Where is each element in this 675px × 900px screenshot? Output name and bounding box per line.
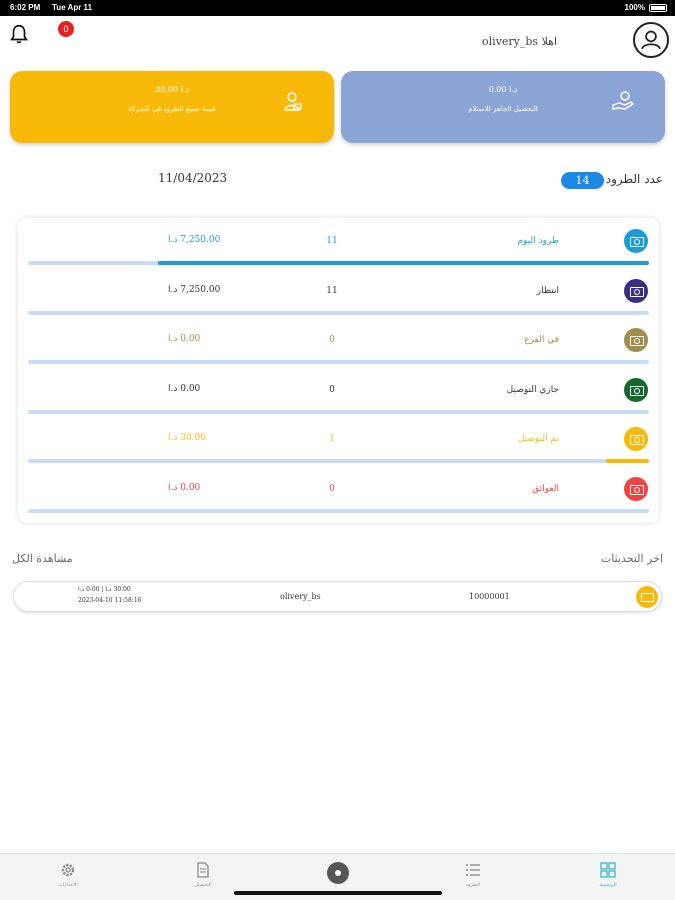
status-list-panel — [18, 218, 659, 523]
status-name: العوائق — [532, 484, 559, 494]
status-count: 0 — [329, 385, 335, 395]
status-count: 0 — [329, 335, 335, 345]
money-hand-icon — [611, 89, 635, 113]
parcel-status-icon — [624, 279, 648, 303]
battery-percent: 100% — [624, 3, 645, 12]
status-name: طرود اليوم — [517, 236, 559, 246]
nav-parcels[interactable] — [438, 858, 508, 896]
status-row[interactable] — [18, 416, 659, 465]
status-date: Tue Apr 11 — [52, 3, 93, 12]
status-amount: 0.00 د.ا — [168, 384, 201, 394]
nav-label: التحصيل — [194, 882, 212, 888]
delivery-person-icon — [280, 89, 304, 113]
status-row[interactable] — [18, 317, 659, 366]
status-progress-fill — [158, 261, 649, 265]
nav-label: الرئيسية — [599, 882, 617, 888]
scan-button[interactable] — [327, 862, 349, 884]
status-row[interactable] — [18, 367, 659, 416]
card-amount: 0.00 د.ا — [488, 85, 518, 94]
parcel-count-label: عدد الطرود — [605, 172, 663, 186]
profile-avatar-icon[interactable] — [633, 22, 669, 58]
status-progress-bar — [28, 410, 649, 414]
status-progress-bar — [28, 509, 649, 513]
greeting-text: اهلا olivery_bs — [482, 35, 557, 48]
status-amount: 0.00 د.ا — [168, 483, 201, 493]
update-money: 30.00 د.ا | 0.00 د.ا — [78, 586, 131, 593]
parcel-status-icon — [624, 229, 648, 253]
status-bar — [0, 0, 675, 16]
status-row[interactable] — [18, 466, 659, 515]
status-progress-bar — [28, 360, 649, 364]
nav-settings[interactable] — [33, 858, 103, 896]
status-name: جاري التوصيل — [506, 385, 559, 395]
list-icon — [465, 862, 481, 878]
bell-icon[interactable] — [8, 22, 30, 46]
latest-update-item[interactable] — [13, 581, 662, 612]
status-row[interactable] — [18, 268, 659, 317]
status-progress-bar — [28, 261, 649, 265]
view-all-link[interactable]: مشاهدة الكل — [12, 552, 73, 565]
status-name: انتظار — [536, 286, 559, 296]
document-icon — [195, 862, 211, 878]
nav-label: الاعدادات — [58, 882, 78, 888]
parcel-icon — [636, 586, 658, 608]
update-code: 10000001 — [469, 592, 510, 601]
company-parcels-value-card[interactable] — [10, 71, 334, 143]
status-progress-bar — [28, 459, 649, 463]
grid-icon — [600, 862, 616, 878]
parcel-count-badge: 14 — [561, 172, 604, 189]
gear-icon — [60, 862, 76, 878]
card-label: قيمة جميع الطرود في الشركة — [128, 105, 216, 113]
status-count: 0 — [329, 484, 335, 494]
home-indicator — [234, 891, 442, 895]
parcel-status-icon — [624, 378, 648, 402]
status-count: 11 — [326, 286, 338, 296]
status-progress-fill — [606, 459, 649, 463]
latest-updates-title: اخر التحديثات — [600, 552, 663, 565]
status-row[interactable] — [18, 218, 659, 267]
status-count: 11 — [326, 236, 338, 246]
update-user: olivery_bs — [280, 592, 321, 601]
status-time: 6:02 PM — [10, 3, 41, 12]
status-name: في الفرع — [524, 335, 559, 345]
card-label: التحصيل الجاهز للاستلام — [468, 105, 538, 113]
status-amount: 7,250.00 د.ا — [168, 235, 221, 245]
nav-label: الطرود — [465, 882, 481, 888]
status-progress-bar — [28, 311, 649, 315]
status-name: تم التوصيل — [517, 434, 559, 444]
nav-home[interactable] — [573, 858, 643, 896]
update-date: 2023-04-10 11:58:16 — [78, 597, 142, 604]
status-amount: 0.00 د.ا — [168, 334, 201, 344]
status-amount: 7,250.00 د.ا — [168, 285, 221, 295]
parcel-status-icon — [624, 427, 648, 451]
nav-collection[interactable] — [168, 858, 238, 896]
notification-badge[interactable]: 0 — [58, 21, 74, 37]
card-amount: 30.00 د.ا — [155, 85, 189, 94]
ready-collection-card[interactable] — [341, 71, 665, 143]
parcel-status-icon — [624, 477, 648, 501]
parcel-status-icon — [624, 328, 648, 352]
battery-icon — [649, 4, 667, 12]
status-right — [625, 3, 667, 12]
status-amount: 30.00 د.ا — [168, 433, 206, 443]
current-date[interactable]: 11/04/2023 — [158, 171, 228, 185]
status-count: 1 — [329, 434, 335, 444]
